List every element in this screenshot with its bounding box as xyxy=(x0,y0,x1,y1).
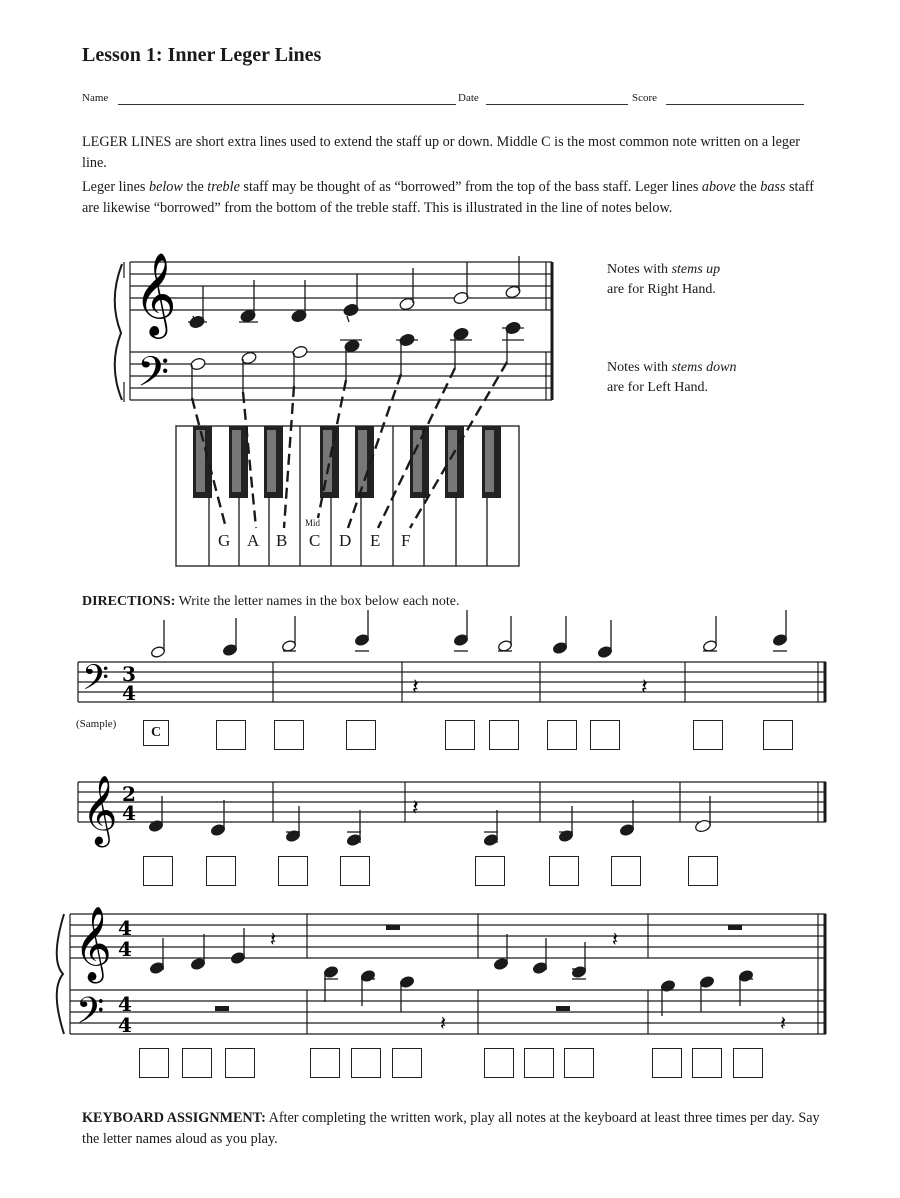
staff-exercise-1 xyxy=(78,662,826,702)
quarter-rest-icon: 𝄽 xyxy=(780,1011,787,1035)
answer-box[interactable] xyxy=(310,1048,340,1078)
answer-box[interactable] xyxy=(340,856,370,886)
page-title: Lesson 1: Inner Leger Lines xyxy=(82,44,322,66)
intro-paragraph-1: LEGER LINES are short extra lines used to extend the staff up or down. Middle C is the most common note written on a leger line. xyxy=(82,134,801,171)
key-label-d: D xyxy=(339,531,352,550)
answer-box[interactable] xyxy=(143,856,173,886)
key-label-f: F xyxy=(401,531,411,550)
answer-box[interactable] xyxy=(445,720,475,750)
notes-exercise-1 xyxy=(150,610,787,658)
answer-box[interactable] xyxy=(688,856,718,886)
date-label: Date xyxy=(458,92,479,104)
answer-box[interactable] xyxy=(590,720,620,750)
directions: DIRECTIONS: Write the letter names in the box below each note. xyxy=(82,594,460,609)
answer-box[interactable] xyxy=(392,1048,422,1078)
grand-staff-top xyxy=(115,262,552,402)
bass-clef-icon: 𝄢 xyxy=(76,990,105,1041)
answer-box[interactable] xyxy=(225,1048,255,1078)
bass-notes-top xyxy=(190,321,524,398)
sample-answer-box: C xyxy=(143,720,169,746)
answer-box[interactable] xyxy=(611,856,641,886)
answer-box[interactable] xyxy=(274,720,304,750)
time-signature-top: 4 xyxy=(118,916,132,940)
answer-box[interactable] xyxy=(489,720,519,750)
keyboard-assignment: KEYBOARD ASSIGNMENT: After completing the written work, play all notes at the keyboard at least three times per day. Say the letter names aloud as you play. xyxy=(82,1110,820,1147)
answer-box[interactable] xyxy=(763,720,793,750)
name-label: Name xyxy=(82,92,109,104)
answer-box[interactable] xyxy=(652,1048,682,1078)
key-label-e: E xyxy=(370,531,381,550)
quarter-rest-icon: 𝄽 xyxy=(412,675,419,700)
quarter-rest-icon: 𝄽 xyxy=(612,927,619,951)
key-label-b: B xyxy=(276,531,288,550)
answer-box[interactable] xyxy=(475,856,505,886)
answer-box[interactable] xyxy=(278,856,308,886)
answer-box[interactable] xyxy=(139,1048,169,1078)
quarter-rest-icon: 𝄽 xyxy=(440,1011,447,1035)
key-label-g: G xyxy=(218,531,231,550)
answer-box[interactable] xyxy=(524,1048,554,1078)
half-rest-icon xyxy=(215,1006,229,1011)
answer-box[interactable] xyxy=(484,1048,514,1078)
notes-exercise-2 xyxy=(148,796,711,846)
time-signature-bottom: 4 xyxy=(122,801,136,825)
key-label-a: A xyxy=(247,531,260,550)
time-signature-bottom: 4 xyxy=(118,1013,132,1037)
bass-clef-icon: 𝄢 xyxy=(137,348,170,406)
staff-exercise-2 xyxy=(78,782,826,822)
quarter-rest-icon: 𝄽 xyxy=(412,796,419,821)
time-signature-top: 4 xyxy=(118,992,132,1016)
half-rest-icon xyxy=(556,1006,570,1011)
answer-box[interactable] xyxy=(547,720,577,750)
answer-box[interactable] xyxy=(693,720,723,750)
left-hand-note: Notes with stems down are for Left Hand. xyxy=(607,360,737,395)
time-signature-top: 2 xyxy=(122,782,136,806)
answer-box[interactable] xyxy=(692,1048,722,1078)
whole-rest-icon xyxy=(386,925,400,930)
answer-box[interactable] xyxy=(206,856,236,886)
answer-box[interactable] xyxy=(216,720,246,750)
bass-clef-icon: 𝄢 xyxy=(82,657,110,706)
right-hand-note: Notes with stems up are for Right Hand. xyxy=(607,262,721,297)
treble-clef-icon: 𝄞 xyxy=(134,251,177,335)
answer-box[interactable] xyxy=(549,856,579,886)
treble-clef-icon: 𝄞 xyxy=(82,775,118,845)
time-signature-bottom: 4 xyxy=(122,681,136,705)
answer-box[interactable] xyxy=(351,1048,381,1078)
treble-clef-icon: 𝄞 xyxy=(74,907,112,981)
intro-paragraph-2: Leger lines below the treble staff may be thought of as “borrowed” from the top of the bass staff. Leger lines above the bass staff are likewise “borrowed” from the bottom of the treble staff. This is illustrated in the line of notes below. xyxy=(82,179,814,216)
score-label: Score xyxy=(632,92,658,104)
notes-exercise-3 xyxy=(149,928,753,1016)
answer-box[interactable] xyxy=(564,1048,594,1078)
quarter-rest-icon: 𝄽 xyxy=(641,675,648,700)
answer-box[interactable] xyxy=(346,720,376,750)
answer-box[interactable] xyxy=(733,1048,763,1078)
treble-notes-top xyxy=(188,256,521,329)
time-signature-bottom: 4 xyxy=(118,937,132,961)
quarter-rest-icon: 𝄽 xyxy=(270,927,277,951)
sample-label: (Sample) xyxy=(76,718,117,730)
middle-c-label: Mid xyxy=(305,518,321,528)
time-signature-top: 3 xyxy=(122,662,136,686)
answer-box[interactable] xyxy=(182,1048,212,1078)
whole-rest-icon xyxy=(728,925,742,930)
key-label-c: C xyxy=(309,531,321,550)
